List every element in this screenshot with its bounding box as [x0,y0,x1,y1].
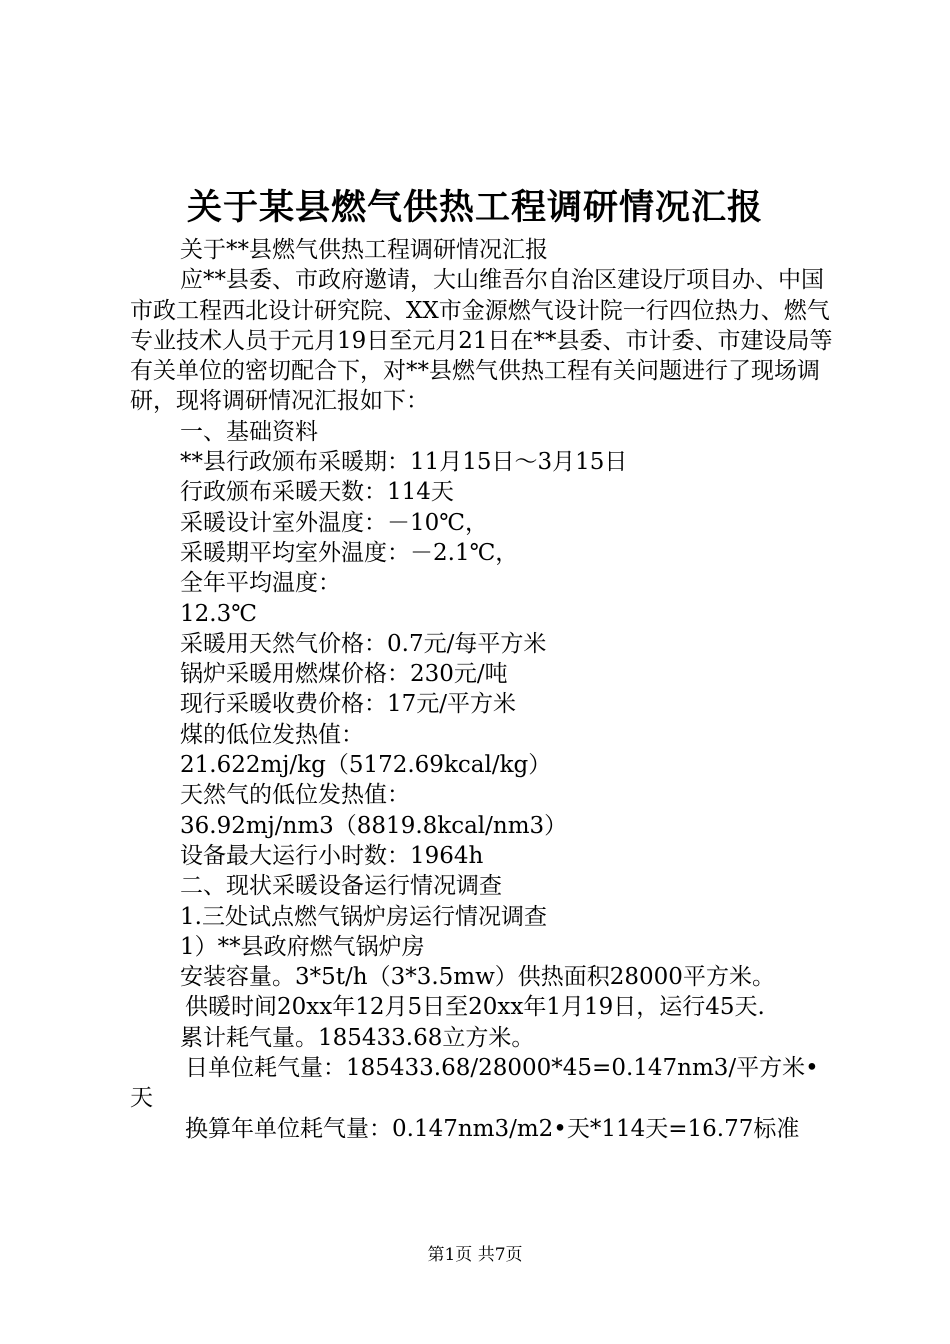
subsection-heading: 1.三处试点燃气锅炉房运行情况调查 [180,903,547,930]
page-footer: 第1页 共7页 [427,1245,523,1265]
paragraph: 21.622mj/kg（5172.69kcal/kg） [180,752,552,779]
paragraph: 采暖用天然气价格：0.7元/每平方米 [180,630,547,657]
paragraph: 供暖时间20xx年12月5日至20xx年1月19日，运行45天. [185,994,765,1021]
section-heading-basic-data: 一、基础资料 [180,418,318,445]
paragraph: 12.3℃ [180,600,257,627]
paragraph: 天然气的低位发热值： [180,782,410,809]
paragraph: 煤的低位发热值： [180,721,364,748]
paragraph: **县行政颁布采暖期：11月15日～3月15日 [180,449,628,476]
paragraph: 锅炉采暖用燃煤价格：230元/吨 [180,661,508,688]
paragraph: 全年平均温度： [180,570,341,597]
subsection-heading: 1）**县政府燃气锅炉房 [180,933,425,960]
paragraph: 设备最大运行小时数：1964h [180,842,484,869]
document-body [130,235,835,1144]
paragraph: 采暖期平均室外温度：－2.1℃， [180,539,519,566]
paragraph: 36.92mj/nm3（8819.8kcal/nm3） [180,812,568,839]
paragraph: 日单位耗气量：185433.68/28000*45=0.147nm3/平方米•天 [130,1055,819,1112]
document-title: 关于某县燃气供热工程调研情况汇报 [186,187,763,228]
paragraph: 现行采暖收费价格：17元/平方米 [180,691,517,718]
paragraph: 安装容量。3*5t/h（3*3.5mw）供热面积28000平方米。 [180,964,775,991]
paragraph: 换算年单位耗气量：0.147nm3/m2•天*114天=16.77标准 [185,1115,800,1142]
paragraph: 采暖设计室外温度：－10℃， [180,509,488,536]
paragraph: 累计耗气量。185433.68立方米。 [180,1024,535,1051]
paragraph: 行政颁布采暖天数：114天 [180,479,454,506]
paragraph-subtitle: 关于**县燃气供热工程调研情况汇报 [180,237,548,263]
paragraph-intro: 应**县委、市政府邀请，大山维吾尔自治区建设厅项目办、中国市政工程西北设计研究院、XX市金源燃气设计院一行四位热力、燃气专业技术人员于元月19日至元月21日在**县委、市计委、市建设局等有关单位的密切配合下，对**县燃气供热工程有关问题进行了现场调研，现将调研情况汇报如下： [130,267,833,415]
section-heading-equipment: 二、现状采暖设备运行情况调查 [180,873,502,900]
